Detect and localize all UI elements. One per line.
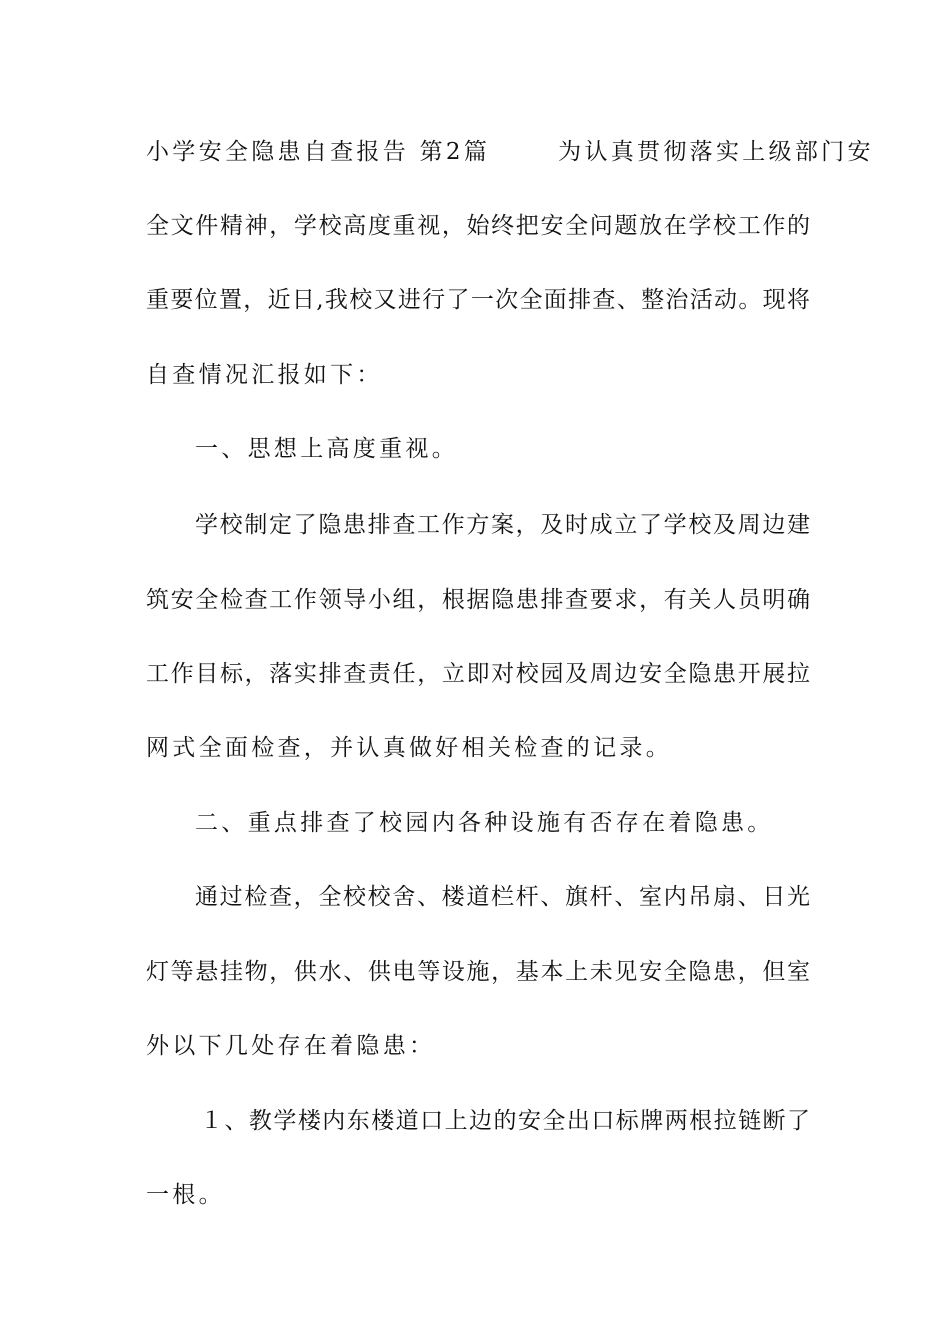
paragraph-line: 全文件精神，学校高度重视，始终把安全问题放在学校工作的 xyxy=(146,213,810,239)
paragraph-line: 学校制定了隐患排查工作方案，及时成立了学校及周边建 xyxy=(195,512,810,538)
paragraph-line: 重要位置，近日,我校又进行了一次全面排查、整治活动。现将 xyxy=(146,287,810,313)
document-title-line xyxy=(146,137,874,167)
paragraph-line: 灯等悬挂物，供水、供电等设施，基本上未见安全隐患，但室 xyxy=(146,959,810,985)
paragraph-text: 为认真贯彻落实上级部门安 xyxy=(558,139,874,165)
list-item: １、教学楼内东楼道口上边的安全出口标牌两根拉链断了 xyxy=(200,1108,810,1134)
paragraph-line: 通过检查，全校校舍、楼道栏杆、旗杆、室内吊扇、日光 xyxy=(195,884,810,910)
section-heading: 二、重点排查了校园内各种设施有否存在着隐患。 xyxy=(195,810,774,836)
paragraph-line: 网式全面检查，并认真做好相关检查的记录。 xyxy=(146,735,672,761)
document-title: 小学安全隐患自查报告 第2篇 xyxy=(146,139,491,165)
paragraph-line: 工作目标，落实排查责任，立即对校园及周边安全隐患开展拉 xyxy=(146,661,810,687)
paragraph-line: 自查情况汇报如下： xyxy=(146,362,383,388)
section-heading: 一、思想上高度重视。 xyxy=(195,436,458,462)
paragraph-line: 筑安全检查工作领导小组，根据隐患排查要求，有关人员明确 xyxy=(146,587,810,613)
paragraph-line: 外以下几处存在着隐患： xyxy=(146,1033,436,1059)
paragraph-line: 一根。 xyxy=(146,1182,225,1208)
